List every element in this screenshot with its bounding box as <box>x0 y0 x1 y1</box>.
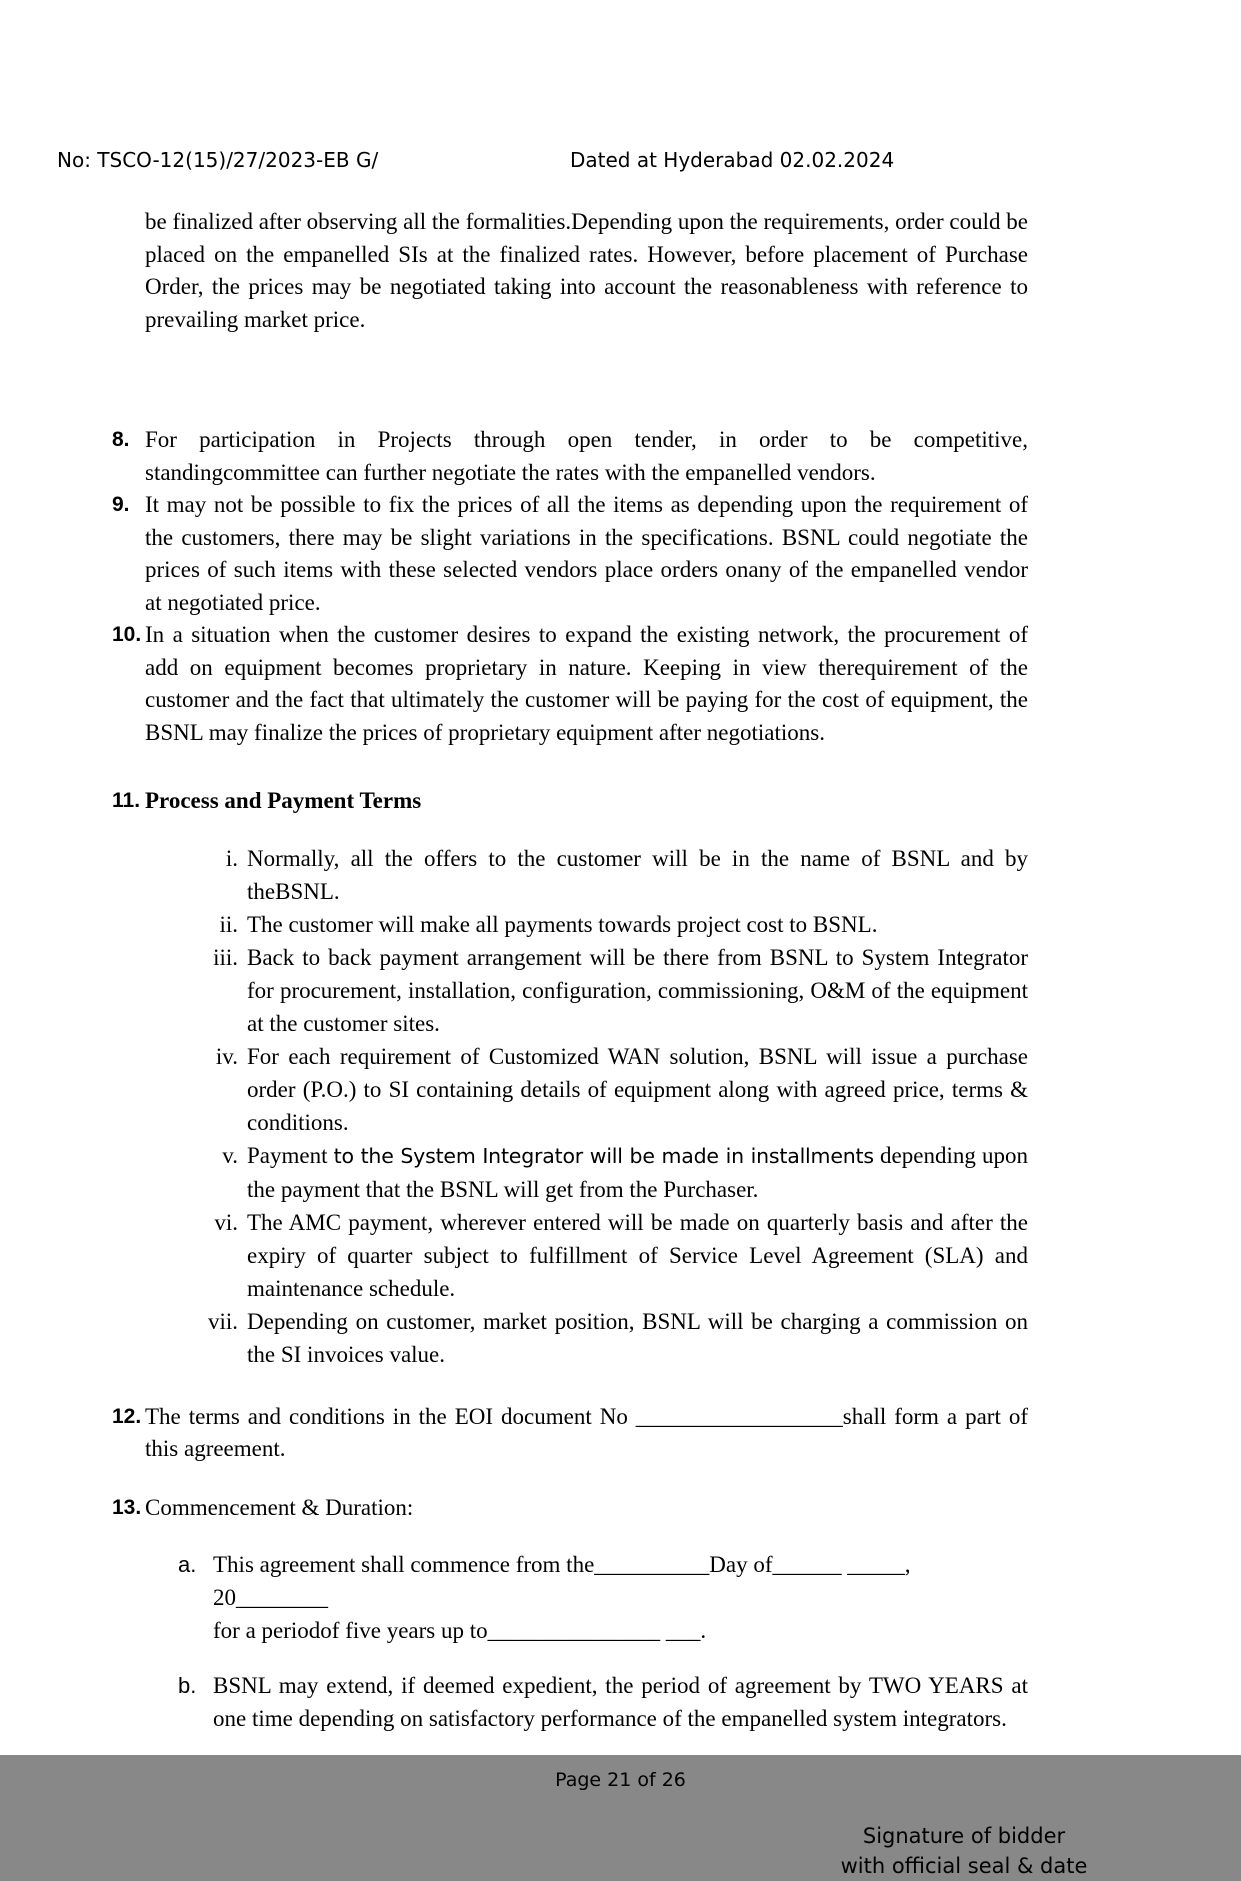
document-header <box>0 148 1241 176</box>
list-number-8: 8. <box>112 428 130 451</box>
letter-label-b: b. <box>178 1673 197 1698</box>
letter-text-a-line1: This agreement shall commence from the__________Day of______ _____, 20________ <box>213 1552 911 1610</box>
list-text-10: In a situation when the customer desires to expand the existing network, the procurement of add on equipment becomes proprietary in nature. Keeping in view therequirement of the customer and the fact that ultimately the customer will be paying for the cost of equipment, the BSNL may finalize the prices of proprietary equipment after negotiations. <box>145 622 1028 745</box>
intro-paragraph: be finalized after observing all the formalities.Depending upon the requirements, order could be placed on the empanelled SIs at the finalized rates. However, before placement of Purchase Order, the prices may be negotiated taking into account the reasonableness with reference to prevailing market price. <box>145 209 1028 332</box>
roman-item-iii <box>205 941 1028 1040</box>
roman-numeral-ii: ii. <box>219 911 238 937</box>
letter-item-b <box>178 1669 1028 1735</box>
roman-numeral-vii: vii. <box>207 1308 238 1334</box>
signature-line-1: Signature of bidder <box>862 1824 1066 1848</box>
page-number: Page 21 of 26 <box>555 1769 686 1791</box>
letter-item-a <box>178 1548 1028 1647</box>
list-text-9: It may not be possible to fix the prices of all the items as depending upon the requirement of the customers, there may be slight variations in the specifications. BSNL could negotiate the prices of such items with these selected vendors place orders onany of the empanelled vendor at negotiated price. <box>145 492 1028 615</box>
list-item-8 <box>112 424 1028 489</box>
section-number-11: 11. <box>112 789 141 812</box>
roman-list <box>0 842 1241 1371</box>
roman-text-ii: The customer will make all payments towards project cost to BSNL. <box>247 911 878 937</box>
section-heading-11 <box>112 785 1028 818</box>
roman-numeral-v: v. <box>222 1142 238 1168</box>
list-number-12: 12. <box>112 1404 142 1428</box>
list-item-10 <box>112 619 1028 749</box>
list-item-9 <box>112 489 1028 619</box>
roman-text-v-serif-end: depending upon the payment that the BSNL will get from the Purchaser. <box>247 1142 1028 1202</box>
letter-text-a <box>213 1548 1028 1647</box>
letter-text-b: BSNL may extend, if deemed expedient, the period of agreement by TWO YEARS at one time depending on satisfactory performance of the empanelled system integrators. <box>213 1673 1028 1731</box>
roman-item-i <box>205 842 1028 908</box>
reference-number: No: TSCO-12(15)/27/2023-EB G/ <box>57 148 379 172</box>
roman-item-v <box>205 1139 1028 1206</box>
roman-item-iv <box>205 1040 1028 1139</box>
roman-text-iii: Back to back payment arrangement will be there from BSNL to System Integrator for procurement, installation, configuration, commissioning, O&M of the equipment at the customer sites. <box>247 944 1028 1036</box>
letter-label-a: a. <box>178 1552 197 1577</box>
list-number-9: 9. <box>112 493 130 516</box>
list-text-8: For participation in Projects through open tender, in order to be competitive, standingcommittee can further negotiate the rates with the empanelled vendors. <box>145 427 1028 485</box>
roman-text-vii: Depending on customer, market position, BSNL will be charging a commission on the SI invoices value. <box>247 1308 1028 1367</box>
list-text-12: The terms and conditions in the EOI document No __________________shall form a part of this agreement. <box>145 1403 1028 1461</box>
roman-text-v <box>247 1139 1028 1206</box>
roman-item-ii <box>205 908 1028 941</box>
list-number-13: 13. <box>112 1495 142 1519</box>
roman-numeral-iii: iii. <box>213 944 238 970</box>
roman-text-v-serif-start: Payment <box>247 1142 334 1168</box>
date-line: Dated at Hyderabad 02.02.2024 <box>570 148 895 172</box>
signature-line-2: with official seal & date <box>840 1854 1088 1878</box>
list-item-13 <box>112 1492 1028 1525</box>
roman-text-iv: For each requirement of Customized WAN solution, BSNL will issue a purchase order (P.O.) to SI containing details of equipment along with agreed price, terms & conditions. <box>247 1043 1028 1135</box>
list-text-13: Commencement & Duration: <box>145 1494 414 1520</box>
section-title-11: Process and Payment Terms <box>145 788 422 813</box>
roman-item-vii <box>205 1305 1028 1371</box>
list-item-12 <box>112 1401 1028 1466</box>
letter-text-a-line2: for a periodof five years up to_______________ ___. <box>213 1618 707 1643</box>
roman-numeral-vi: vi. <box>214 1209 238 1235</box>
roman-text-i: Normally, all the offers to the customer will be in the name of BSNL and by theBSNL. <box>247 845 1028 904</box>
roman-text-v-sans-run: to the System Integrator will be made in installments <box>333 1143 874 1168</box>
roman-item-vi <box>205 1206 1028 1305</box>
signature-block <box>833 1821 1095 1881</box>
roman-text-vi: The AMC payment, wherever entered will be made on quarterly basis and after the expiry of quarter subject to fulfillment of Service Level Agreement (SLA) and maintenance schedule. <box>247 1209 1028 1301</box>
roman-numeral-iv: iv. <box>215 1043 238 1069</box>
list-number-10: 10. <box>112 623 142 646</box>
roman-numeral-i: i. <box>225 845 238 871</box>
